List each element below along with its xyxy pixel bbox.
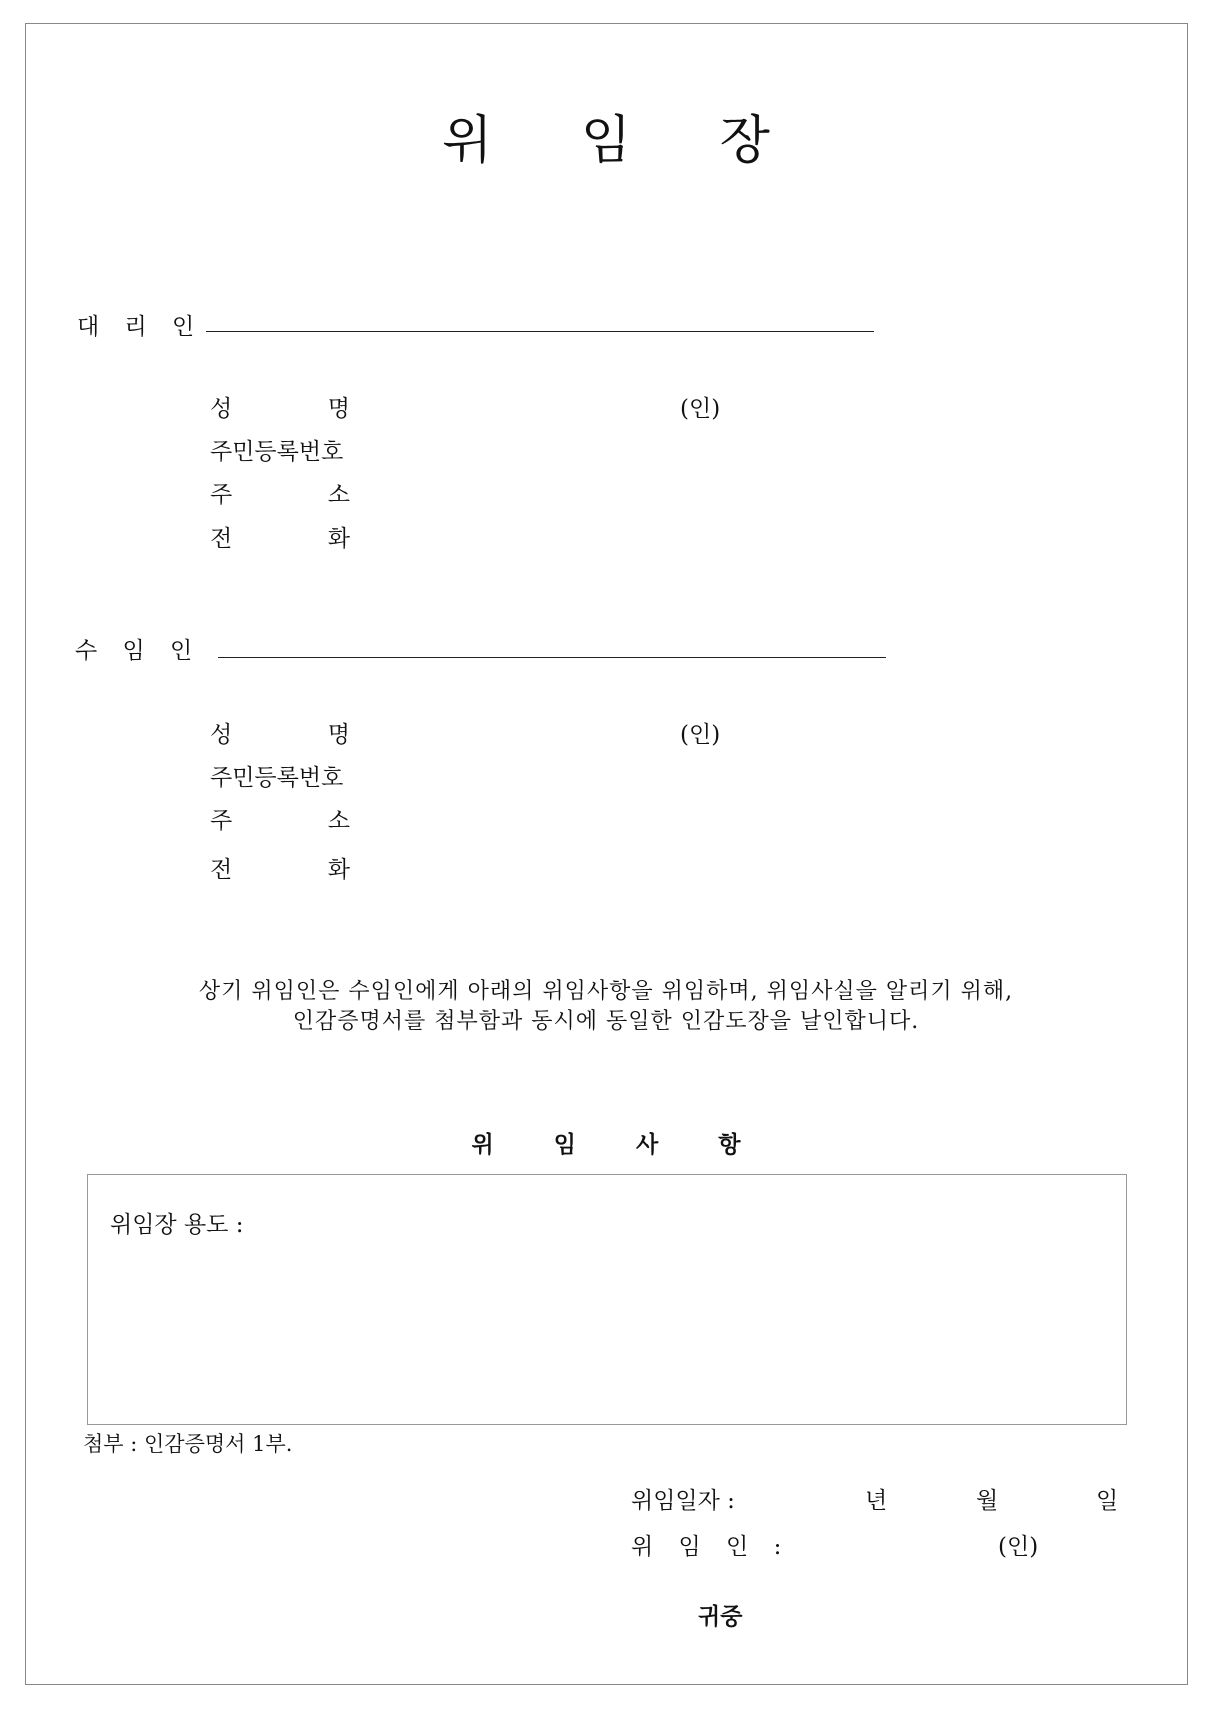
delegate-address-field-label (210, 802, 350, 835)
mandate-heading: 위 임 사 항 (471, 1131, 767, 1158)
agent-phone-field-label (210, 520, 350, 553)
date-month-unit: 월 (976, 1488, 999, 1514)
field-label-part: 소 (327, 482, 350, 508)
statement-line-2: 인감증명서를 첨부함과 동시에 동일한 인감도장을 날인합니다. (292, 1009, 920, 1034)
delegate-rrn-field-label: 주민등록번호 (210, 765, 344, 791)
field-label-part: 전 (210, 526, 233, 552)
purpose-label: 위임장 용도 : (110, 1212, 244, 1238)
delegate-name-field-label (210, 716, 350, 749)
field-label-part: 명 (327, 722, 350, 748)
field-label-part: 명 (327, 396, 350, 422)
agent-address-field-label (210, 476, 350, 509)
field-label-part: 전 (210, 857, 233, 883)
field-label-part: 성 (210, 396, 233, 422)
delegation-date-label: 위임일자 : (631, 1488, 735, 1514)
delegate-name-line[interactable] (218, 657, 886, 658)
field-label-part: 주 (210, 482, 233, 508)
date-day-unit: 일 (1096, 1488, 1119, 1514)
date-year-unit: 년 (865, 1488, 888, 1514)
delegate-section-label: 수 임 인 (75, 638, 202, 664)
field-label-part: 화 (327, 857, 350, 883)
agent-name-line[interactable] (206, 331, 874, 332)
field-label-part: 성 (210, 722, 233, 748)
field-label-part: 소 (327, 808, 350, 834)
statement-line-1: 상기 위임인은 수임인에게 아래의 위임사항을 위임하며, 위임사실을 알리기 위해, (198, 979, 1014, 1004)
agent-section-label: 대 리 인 (77, 314, 204, 340)
addressee-honorific: 귀중 (698, 1603, 743, 1630)
agent-rrn-field-label: 주민등록번호 (210, 439, 344, 465)
delegator-seal-mark: (인) (998, 1534, 1039, 1560)
delegator-label: 위 임 인 : (631, 1534, 791, 1560)
field-label-part: 화 (327, 526, 350, 552)
field-label-part: 주 (210, 808, 233, 834)
delegate-seal-mark: (인) (680, 722, 721, 748)
agent-seal-mark: (인) (680, 396, 721, 422)
attachment-note: 첨부 : 인감증명서 1부. (83, 1432, 293, 1456)
mandate-box[interactable] (87, 1174, 1127, 1425)
delegate-phone-field-label (210, 851, 350, 884)
agent-name-field-label (210, 390, 350, 423)
document-title: 위 임 장 (442, 111, 806, 171)
